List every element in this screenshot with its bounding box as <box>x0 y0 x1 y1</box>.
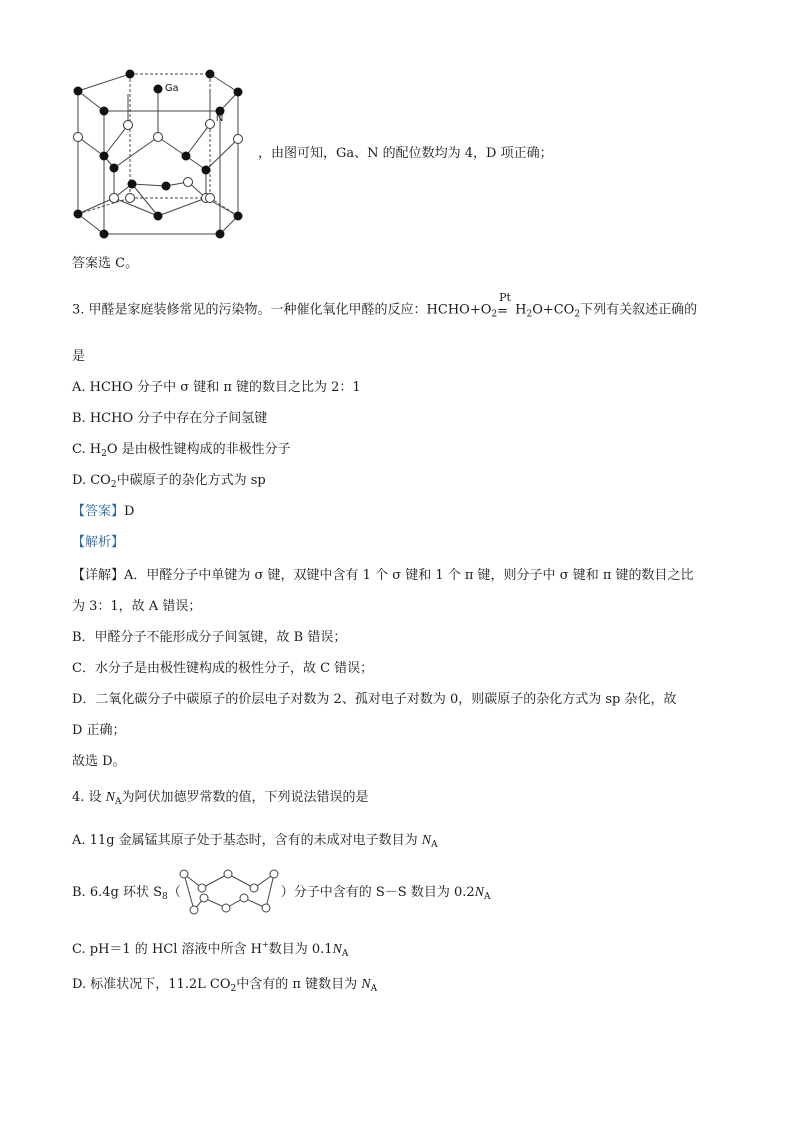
catalyst-label: Pt <box>499 291 511 304</box>
analysis-tag: 【解析】 <box>72 535 125 550</box>
na-subscript: A <box>483 892 491 902</box>
na-symbol: N <box>421 833 432 848</box>
q4-option-d-sub: 2 <box>230 984 237 994</box>
q3-stem-mid: O+CO <box>532 302 575 318</box>
na-symbol: N <box>332 942 342 957</box>
q4-option-b-mid: ）分子中含有的 S－S 数目为 0.2 <box>280 885 475 900</box>
q4-stem-prefix: 4. 设 <box>72 790 106 805</box>
q4-option-c-sup: + <box>262 940 269 949</box>
q4-option-c-mid: 数目为 0.1 <box>268 942 333 957</box>
q3-o2-sub: 2 <box>491 309 498 320</box>
na-subscript: A <box>431 840 438 850</box>
equals-sign: = <box>497 304 509 319</box>
q3-answer <box>72 503 134 521</box>
q3-option-d-pre: D. CO <box>72 473 111 488</box>
q3-option-d-post: 中碳原子的杂化方式为 sp <box>116 473 266 488</box>
catalyst-equals <box>497 291 515 319</box>
q4-option-d <box>72 976 377 998</box>
na-symbol: N <box>105 790 116 805</box>
na-subscript: A <box>341 949 349 959</box>
detail-a-line2: 为 3：1，故 A 错误； <box>72 599 202 614</box>
na-symbol: N <box>474 885 484 900</box>
q4-option-b-open: （ <box>167 885 181 900</box>
q3-stem-prefix: 3. 甲醛是家庭装修常见的污染物。一种催化氧化甲醛的反应：HCHO+O <box>72 302 492 318</box>
q3-stem-line2: 是 <box>72 349 86 364</box>
detail-a-text: A．甲醛分子中单键为 σ 键，双键中含有 1 个 σ 键和 1 个 π 键，则分子中 σ 键和 π 键的数目之比 <box>124 568 694 583</box>
crystal-caption: ，由图可知，Ga、N 的配位数均为 4，D 项正确； <box>258 146 553 161</box>
q3-co2-sub: 2 <box>574 309 581 320</box>
detail-b: B．甲醛分子不能形成分子间氢键，故 B 错误； <box>72 630 347 645</box>
q4-option-b-sub: 8 <box>162 892 168 902</box>
q4-option-a-pre: A. 11g 金属锰其原子处于基态时，含有的未成对电子数目为 <box>72 833 422 848</box>
ga-label: Ga <box>165 83 179 94</box>
q3-h2o-h: H <box>515 302 527 318</box>
detail-d-line1: D．二氧化碳分子中碳原子的价层电子对数为 2、孤对电子对数为 0，则碳原子的杂化方式为 sp 杂化，故 <box>72 692 677 707</box>
na-subscript: A <box>370 984 378 994</box>
q3-option-c-sub: 2 <box>101 449 107 459</box>
q4-option-d-mid: 中含有的 π 键数目为 <box>236 977 362 992</box>
q3-option-c-post: O 是由极性键构成的非极性分子 <box>106 442 291 457</box>
q4-option-a <box>72 832 438 854</box>
detail-tag: 【详解】 <box>72 568 125 583</box>
q4-stem-suffix: 为阿伏加德罗常数的值，下列说法错误的是 <box>121 790 369 805</box>
answer-tag: 【答案】 <box>72 504 125 519</box>
q3-stem-suffix: 下列有关叙述正确的 <box>580 302 698 318</box>
q3-option-b: B. HCHO 分子中存在分子间氢键 <box>72 411 268 426</box>
q4-option-c <box>72 936 348 963</box>
n-label: N <box>216 113 224 124</box>
q3-option-c <box>72 441 291 463</box>
detail-a-line1 <box>72 567 694 585</box>
na-subscript: A <box>115 797 122 807</box>
q4-option-c-pre: C. pH＝1 的 HCl 溶液中所含 H <box>72 942 262 957</box>
q3-option-c-pre: C. H <box>72 442 102 457</box>
answer-value: D <box>124 504 135 519</box>
prev-answer: 答案选 C。 <box>72 256 139 271</box>
q3-stem <box>72 291 698 324</box>
q3-option-a: A. HCHO 分子中 σ 键和 π 键的数目之比为 2：1 <box>72 380 361 395</box>
q3-h2o-sub: 2 <box>526 309 533 320</box>
q3-conclusion: 故选 D。 <box>72 754 126 769</box>
q4-option-d-pre: D. 标准状况下，11.2L CO <box>72 977 231 992</box>
s8-ring-diagram <box>172 866 282 916</box>
q3-option-d <box>72 472 266 494</box>
na-symbol: N <box>361 977 371 992</box>
q3-option-d-sub: 2 <box>110 480 117 490</box>
q4-stem <box>72 789 369 811</box>
detail-c: C．水分子是由极性键构成的极性分子，故 C 错误； <box>72 661 374 676</box>
detail-d-line2: D 正确； <box>72 723 126 738</box>
crystal-structure-figure <box>70 64 250 239</box>
q4-option-b-pre: B. 6.4g 环状 S <box>72 885 162 900</box>
